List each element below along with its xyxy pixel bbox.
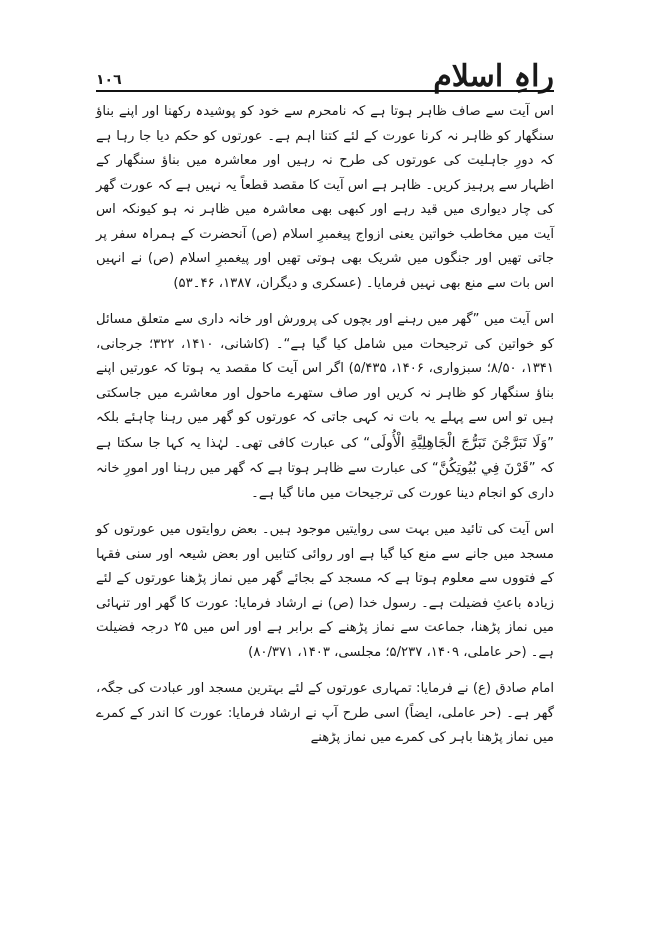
paragraph-4: امام صادق (ع) نے فرمایا: تمہاری عورتوں کے لئے بہترین مسجد اور عبادت کی جگہ، گھر ہے۔ (حر عاملی، ایضاً) اسی طرح آپ نے ارشاد فرمایا: عورت کا اندر کے کمرے میں نماز پڑھنا باہر کی کمرے میں نماز پڑھنے — [96, 681, 554, 745]
quran-quote-2: قَرْنَ فِي بُيُوتِكُنَّ — [438, 460, 529, 476]
page-header — [96, 52, 554, 92]
running-title: راہِ اسلام — [433, 59, 554, 94]
body-text — [96, 100, 554, 763]
paragraph-2 — [96, 308, 554, 506]
paragraph-3: اس آیت کی تائید میں بہت سی روایتیں موجود ہیں۔ بعض روایتوں میں عورتوں کو مسجد میں جانے سے منع کیا گیا ہے اور روائی کتابیں اور بعض شیعہ اور سنی فقہا کے فتووں سے معلوم ہوتا ہے کہ مسجد کے بجائے گھر میں نماز پڑھنا عورتوں کے لئے زیادہ باعثِ فضیلت ہے۔ رسول خدا (ص) نے ارشاد فرمایا: عورت کا گھر اور تنہائی میں نماز پڑھنا، جماعت سے نماز پڑھنے کے برابر ہے اور اس میں ۲۵ درجہ فضیلت ہے۔ (حر عاملی، ۱۴۰۹، ۵/۲۳۷؛ مجلسی، ۱۴۰۳، ۸۰/۳۷۱) — [96, 522, 554, 660]
paragraph-1: اس آیت سے صاف ظاہر ہوتا ہے کہ نامحرم سے خود کو پوشیدہ رکھنا اور اپنے بناؤ سنگھار کو ظاہر نہ کرنا عورت کے لئے کتنا اہم ہے۔ عورتوں کو حکم دیا جا رہا ہے کہ دورِ جاہلیت کی عورتوں کی طرح نہ رہیں اور معاشرہ میں بناؤ سنگھار کے اظہار سے پرہیز کریں۔ ظاہر ہے اس آیت کا مقصد قطعاً یہ نہیں ہے کہ عورت گھر کی چار دیواری میں قید رہے اور کبھی بھی معاشرہ میں ظاہر نہ ہو کیونکہ اس آیت میں مخاطب خواتین یعنی ازواج پیغمبرِ اسلام (ص) آنحضرت کے ہمراہ سفر پر جاتی تھیں اور جنگوں میں شریک بھی ہوتی تھیں اور پیغمبرِ اسلام (ص) نے انہیں اس بات سے منع بھی نہیں فرمایا۔ (عسکری و دیگران، ۱۳۸۷، ۴۶۔۵۳) — [96, 104, 554, 291]
paragraph-2-text-c: “ کی عبارت سے ظاہر ہوتا ہے کہ گھر میں رہنا اور امورِ خانہ داری کو انجام دینا عورت کی ترجیحات میں مانا گیا ہے۔ — [96, 461, 554, 501]
paragraph-2-text-a: اس آیت میں ”گھر میں رہنے اور بچوں کی پرورش اور خانہ داری سے متعلق مسائل کو خواتین کی ترجیحات میں شامل کیا گیا ہے“۔ (کاشانی، ۱۴۱۰، ۳۲۲؛ جرجانی، ۱۳۴۱، ۸/۵۰؛ سبزواری، ۱۴۰۶، ۵/۴۳۵) اگر اس آیت کا مقصد یہ ہوتا کہ عورتیں اپنے بناؤ سنگھار کو ظاہر نہ کریں اور صاف ستھرے ماحول اور معاشرے میں جاسکتی ہیں تو اس سے پہلے یہ بات نہ کہی جاتی کہ عورتوں کو گھر میں رہنا چاہئے بلکہ ” — [96, 312, 554, 451]
header-rule — [96, 90, 554, 92]
quran-quote-1: وَلَا تَبَرَّجْنَ تَبَرُّجَ الْجَاهِلِيَّةِ الْأُولَى — [370, 434, 548, 451]
page-number: ١٠٦ — [96, 72, 122, 88]
paragraph-2-text-b: “ کی عبارت کافی تھی۔ لہٰذا یہ کہا جا سکتا ہے کہ ” — [96, 435, 554, 476]
